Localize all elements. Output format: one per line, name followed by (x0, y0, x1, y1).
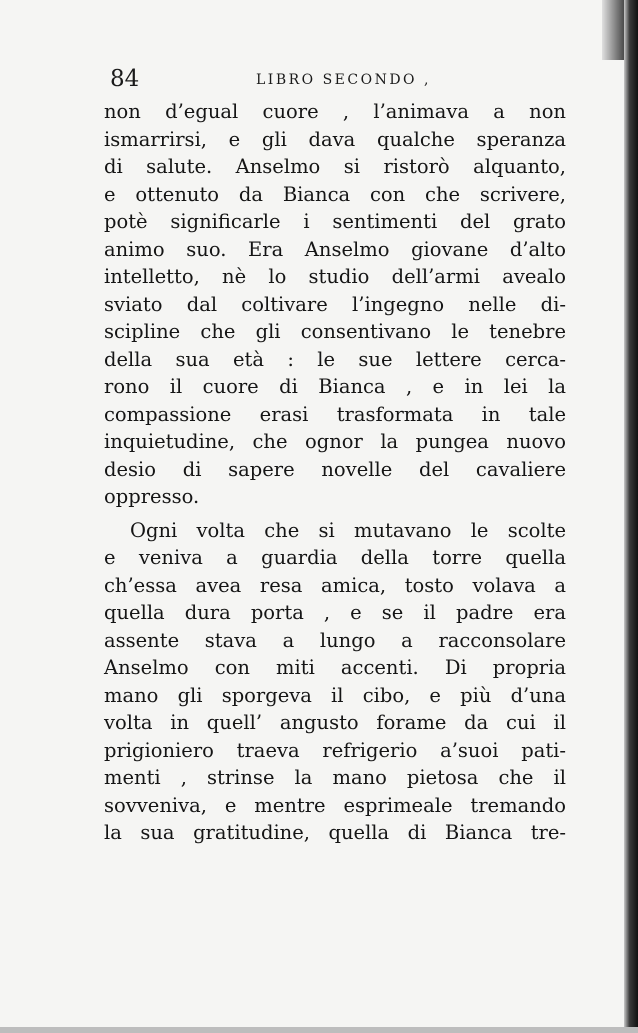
page-bottom-edge (0, 1027, 638, 1033)
text-line: della sua età : le sue lettere cerca- (104, 347, 566, 371)
text-line: oppresso. (104, 485, 200, 508)
page-edge-shadow-top (602, 0, 624, 60)
text-line: desio di sapere novelle del cavaliere (104, 457, 566, 481)
text-line: quella dura porta , e se il padre era (104, 601, 566, 624)
text-line: sovveniva, e mentre esprimeale tremando (104, 793, 566, 817)
text-line: la sua gratitudine, quella di Bianca tre- (104, 821, 566, 844)
page-number: 84 (110, 66, 140, 92)
page-header (110, 66, 580, 96)
text-line: potè significarle i sentimenti del grato (104, 210, 566, 233)
text-line: scipline che gli consentivano le tenebre (104, 320, 566, 343)
paragraph-2 (104, 517, 566, 847)
text-line: menti , strinse la mano pietosa che il (104, 766, 566, 789)
text-line: non d’egual cuore , l’animava a non (104, 100, 566, 123)
text-line: e veniva a guardia della torre quella (104, 546, 566, 569)
text-line: volta in quell’ angusto forame da cui il (104, 711, 566, 734)
text-line: inquietudine, che ognor la pungea nuovo (104, 430, 566, 453)
text-line: rono il cuore di Bianca , e in lei la (104, 375, 566, 398)
text-line: Anselmo con miti accenti. Di propria (104, 656, 566, 679)
text-line: di salute. Anselmo si ristorò alquanto, (104, 155, 566, 178)
text-line: ismarrirsi, e gli dava qualche speranza (104, 127, 566, 151)
text-line: ch’essa avea resa amica, tosto volava a (104, 573, 566, 597)
text-line: e ottenuto da Bianca con che scrivere, (104, 182, 566, 206)
text-line: animo suo. Era Anselmo giovane d’alto (104, 237, 566, 261)
text-line: assente stava a lungo a racconsolare (104, 628, 566, 652)
text-line: Ogni volta che si mutavano le scolte (130, 518, 566, 542)
page-edge-shadow (624, 0, 638, 1033)
text-line: intelletto, nè lo studio dell’armi avealo (104, 265, 566, 288)
paragraph-1 (104, 98, 566, 511)
text-line: compassione erasi trasformata in tale (104, 402, 566, 426)
text-line: prigioniero traeva refrigerio a’suoi pati- (104, 738, 566, 762)
running-title: LIBRO SECONDO , (256, 72, 431, 88)
body-text (104, 98, 566, 847)
text-line: sviato dal coltivare l’ingegno nelle di- (104, 292, 566, 316)
text-line: mano gli sporgeva il cibo, e più d’una (104, 683, 566, 707)
